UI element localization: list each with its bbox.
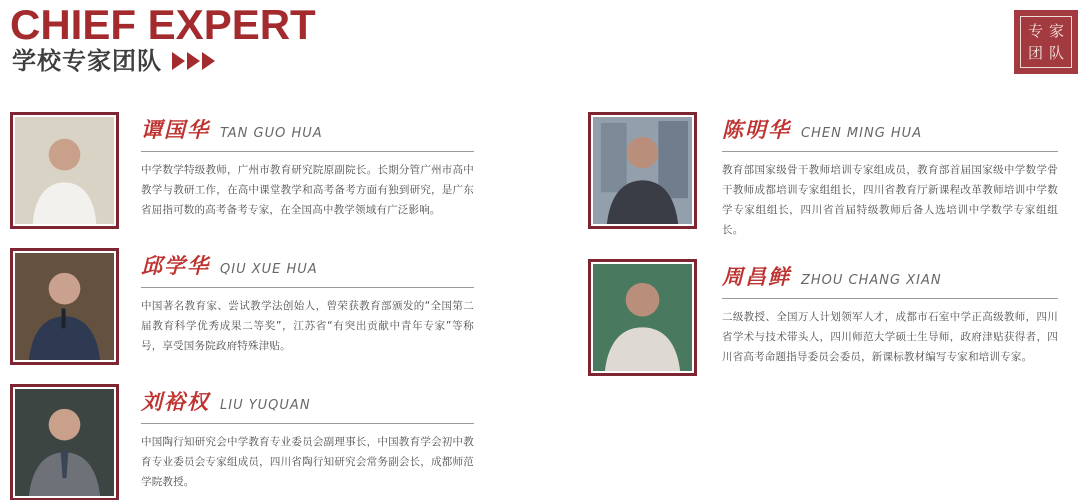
expert-info <box>141 112 474 220</box>
portrait-placeholder-image <box>15 253 114 360</box>
badge-line-1 <box>1028 20 1064 42</box>
portrait-placeholder-image <box>15 389 114 496</box>
right-arrow-icon <box>172 52 185 70</box>
name-divider-line <box>722 298 1058 299</box>
expert-photo <box>588 259 697 376</box>
expert-card-zhou-chang-xian <box>588 259 1058 376</box>
page-subtitle: 学校专家团队 <box>12 47 162 75</box>
right-arrow-icon <box>187 52 200 70</box>
expert-name-row <box>141 114 474 144</box>
expert-card-qiu-xue-hua <box>10 248 474 365</box>
page-subtitle-row <box>12 47 217 75</box>
name-divider-line <box>141 151 474 152</box>
expert-team-badge <box>1014 10 1078 74</box>
expert-name: 陈明华 <box>722 118 791 142</box>
expert-info <box>722 112 1058 240</box>
expert-photo <box>10 112 119 229</box>
badge-char: 团 <box>1028 44 1044 62</box>
expert-name: 刘裕权 <box>141 390 210 414</box>
experts-column-left <box>10 112 474 500</box>
expert-name-pinyin: CHEN MING HUA <box>801 126 923 141</box>
expert-description: 中学数学特级教师，广州市教育研究院原副院长。长期分管广州市高中教学与教研工作，在高中课堂教学和高考备考方面有独到研究，是广东省屈指可数的高考备考专家，在全国高中教学领域有广泛影响。 <box>141 164 474 216</box>
expert-name-pinyin: QIU XUE HUA <box>220 262 318 277</box>
badge-line-2 <box>1028 42 1064 64</box>
expert-card-tan-guo-hua <box>10 112 474 229</box>
expert-team-badge-text <box>1020 16 1072 68</box>
expert-name: 谭国华 <box>141 118 210 142</box>
expert-description: 教育部国家级骨干教师培训专家组成员，教育部首届国家级中学数学骨干教师成都培训专家组组长，四川省教育厅新课程改革教师培训中学数学专家组组长，四川省首届特级教师后备人选培训中学数学专家组组长。 <box>722 164 1058 236</box>
expert-name-pinyin: LIU YUQUAN <box>220 398 311 413</box>
expert-description: 中国陶行知研究会中学教育专业委员会副理事长，中国教育学会初中教育专业委员会专家组成员，四川省陶行知研究会常务副会长，成都师范学院教授。 <box>141 436 474 488</box>
triple-right-arrows-icon <box>172 52 217 70</box>
expert-name-row <box>722 114 1058 144</box>
badge-char: 家 <box>1048 22 1064 40</box>
expert-info <box>141 248 474 356</box>
portrait-placeholder-image <box>593 117 692 224</box>
right-arrow-icon <box>202 52 215 70</box>
portrait-placeholder-image <box>15 117 114 224</box>
expert-name-row <box>141 386 474 416</box>
expert-description: 二级教授、全国万人计划领军人才，成都市石室中学正高级教师，四川省学术与技术带头人，四川师范大学硕士生导师，政府津贴获得者，四川省高考命题指导委员会委员，新课标教材编写专家和培训专家。 <box>722 311 1058 363</box>
expert-card-chen-ming-hua <box>588 112 1058 240</box>
expert-name-row <box>141 250 474 280</box>
name-divider-line <box>141 287 474 288</box>
portrait-placeholder-image <box>593 264 692 371</box>
expert-description: 中国著名教育家、尝试教学法创始人，曾荣获教育部颁发的“全国第二届教育科学优秀成果二等奖”，江苏省“有突出贡献中青年专家”等称号，享受国务院政府特殊津贴。 <box>141 300 474 352</box>
expert-name-row <box>722 261 1058 291</box>
expert-name-pinyin: ZHOU CHANG XIAN <box>801 273 942 288</box>
expert-name: 邱学华 <box>141 254 210 278</box>
name-divider-line <box>141 423 474 424</box>
page-title: CHIEF EXPERT <box>10 1 316 48</box>
expert-info <box>141 384 474 492</box>
expert-photo <box>588 112 697 229</box>
expert-photo <box>10 384 119 500</box>
expert-info <box>722 259 1058 367</box>
expert-name: 周昌鲜 <box>722 265 791 289</box>
experts-column-right <box>588 112 1058 395</box>
badge-char: 队 <box>1048 44 1064 62</box>
expert-name-pinyin: TAN GUO HUA <box>220 126 323 141</box>
expert-photo <box>10 248 119 365</box>
name-divider-line <box>722 151 1058 152</box>
expert-card-liu-yuquan <box>10 384 474 500</box>
badge-char: 专 <box>1028 22 1044 40</box>
